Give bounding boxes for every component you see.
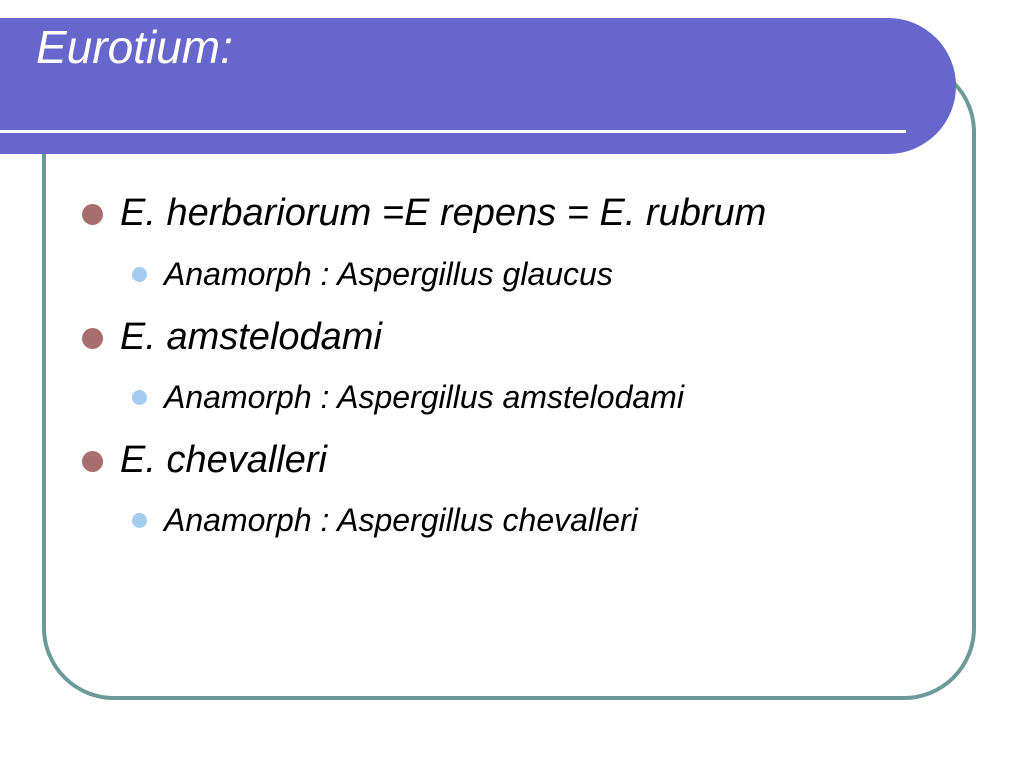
bullet-item [0, 435, 1000, 485]
sub-bullet-item [0, 254, 1000, 294]
bullet-dot-icon [82, 204, 103, 225]
bullet-text: E. herbariorum =E repens = E. rubrum [120, 192, 767, 234]
sub-bullet-dot-icon [132, 390, 147, 405]
sub-bullet-text: Anamorph : Aspergillus amstelodami [164, 379, 684, 415]
sub-bullet-dot-icon [132, 267, 147, 282]
bullet-text: E. amstelodami [120, 316, 382, 358]
bullet-dot-icon [82, 451, 103, 472]
slide-title: Eurotium: [36, 21, 233, 73]
bullet-item [0, 188, 1000, 238]
bullet-text: E. chevalleri [120, 439, 327, 481]
bullet-dot-icon [82, 328, 103, 349]
bullet-item [0, 312, 1000, 362]
sub-bullet-item [0, 500, 1000, 540]
sub-bullet-dot-icon [132, 513, 147, 528]
sub-bullet-text: Anamorph : Aspergillus chevalleri [164, 502, 638, 538]
sub-bullet-item [0, 377, 1000, 417]
sub-bullet-text: Anamorph : Aspergillus glaucus [164, 256, 613, 292]
